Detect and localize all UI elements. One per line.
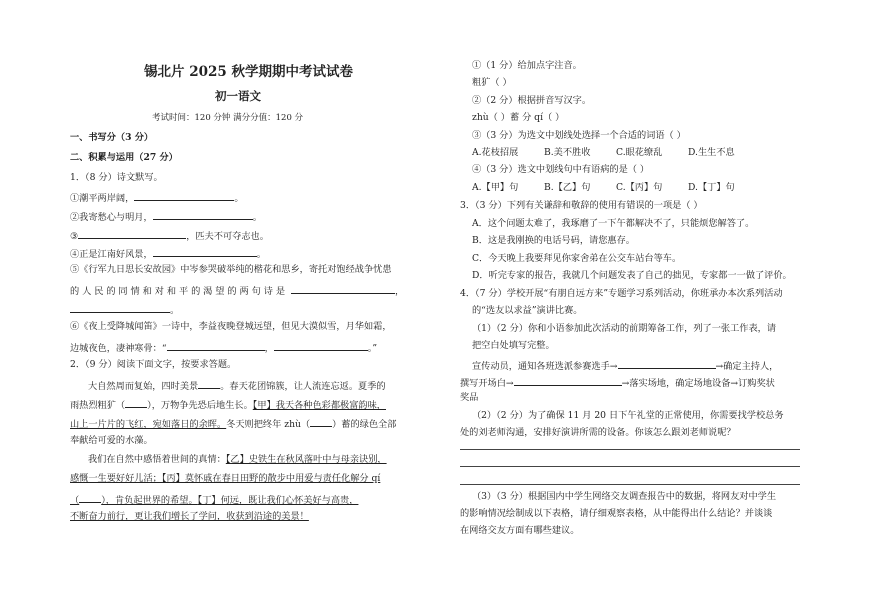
exam-meta: 考试时间：120 分钟 满分分值：120 分 [152, 113, 304, 123]
poem-line-1 [70, 190, 244, 205]
poem-line-6b-mid: ， [264, 343, 274, 354]
poem-line-6b-text: 边城夜色，凄神寒骨：“ [70, 343, 167, 354]
passage-underlined: ），肯负起世界的希望。 [101, 495, 198, 506]
answer-blank[interactable] [198, 378, 220, 389]
q4-part1-flow-1 [472, 358, 778, 373]
subq-4: ④（3 分）选文中划线句中有语病的是（ ） [472, 164, 650, 175]
passage-line-4: 奉献给可爱的水藻。 [70, 435, 153, 446]
answer-line[interactable] [460, 484, 800, 485]
poem-line-3 [70, 228, 269, 243]
answer-line[interactable] [460, 449, 800, 450]
answer-blank[interactable] [153, 209, 253, 220]
flow-text: 宣传动员，通知各班选派参赛选手→ [472, 361, 618, 372]
question-1: 1．（8 分）诗文默写。 [70, 172, 163, 183]
answer-blank[interactable] [291, 283, 395, 294]
answer-blank[interactable] [134, 190, 234, 201]
subq-3-options [472, 147, 760, 159]
passage-line-5 [88, 454, 387, 466]
poem-line-6a: ⑥《夜上受降城闻笛》一诗中，李益夜晚登城远望，但见大漠似雪，月华如霜， [70, 321, 392, 332]
poem-line-5a: ⑤《行军九日思长安故园》中岑参哭破举纯的楷花和思乡，寄托对饱经战争忧患 [70, 264, 392, 275]
answer-blank[interactable] [70, 302, 170, 313]
passage-text: ）蓄的绿色全部 [332, 419, 397, 430]
q3-option-c[interactable]: C．今天晚上我要拜见你家舍弟在公交车站台等车。 [472, 253, 682, 264]
poem-line-6b-end: 。” [367, 343, 378, 354]
subq-2: ②（2 分）根据拼音写汉字。 [472, 95, 592, 106]
poem-line-4-end: 。 [256, 249, 266, 260]
q3-option-b[interactable]: B．这是我刚换的电话号码，请您惠存。 [472, 235, 635, 246]
subq-4-options [472, 182, 760, 194]
passage-underlined: 山上一片片的飞红，宛如落日的余晖。 [70, 419, 227, 430]
poem-line-4 [70, 246, 266, 261]
poem-line-5c [70, 302, 179, 317]
passage-line-2 [70, 397, 386, 412]
q4-part2-cont: 处的刘老师沟通，安排好演讲所需的设备。你该怎么跟刘老师说呢？ [460, 427, 736, 438]
q4-part3-cont: 的影响情况绘制成以下表格，请仔细观察表格，从中能得出什么结论？并谈谈 [460, 508, 773, 519]
flow-text: 撰写开场白→ [460, 378, 514, 389]
passage-line-6: 感慨一生要好好儿活；【丙】莫怀戚在春日田野的散步中用爱与责任化解分 qí [70, 473, 381, 484]
q4-part1-flow-3: 奖品 [460, 392, 479, 403]
passage-line-7 [70, 492, 358, 507]
question-4-cont: 的“选友以求益”演讲比赛。 [472, 305, 583, 316]
poem-line-1-text: ①潮平两岸阔， [70, 193, 135, 204]
answer-blank[interactable] [310, 416, 332, 427]
q3-option-a[interactable]: A．这个问题太难了，我琢磨了一下午都解决不了，只能烦您解答了。 [472, 218, 755, 229]
passage-text: ），万物争先恐后地生长。 [147, 400, 253, 411]
q4-part3: （3）（3 分）根据国内中学生网络交友调查报告中的数据，将网友对中学生 [472, 491, 777, 502]
answer-blank[interactable] [618, 358, 716, 369]
passage-text: 我们在自然中感悟着世间的真情： [88, 454, 226, 465]
passage-underlined: 【丁】何远，既让我们心怀美好与高贵， [197, 495, 359, 506]
q4-part1: （1）（2 分）你和小语参加此次活动的前期筹备工作，列了一张工作表，请 [472, 323, 777, 334]
poem-line-4-text: ④正是江南好风景， [70, 249, 153, 260]
q4-part1-flow-2 [460, 375, 775, 390]
q3-option-d[interactable]: D．听完专家的报告，我就几个问题发表了自己的拙见，专家都一一做了评价。 [472, 270, 792, 281]
answer-blank[interactable] [125, 397, 147, 408]
poem-line-3-end: ，匹夫不可夺志也。 [186, 231, 269, 242]
subq-3: ③（3 分）为选文中划线处选择一个合适的词语（ ） [472, 130, 686, 141]
option-c[interactable]: C.眼花缭乱 [616, 147, 663, 158]
passage-text: 。春天花团锦簇，让人流连忘返。夏季的 [220, 381, 386, 392]
passage-text: 大自然周而复始，四时美景 [88, 381, 199, 392]
q4-part3-cont-2: 在网络交友方面有哪些建议。 [460, 525, 580, 536]
option-a[interactable]: A.花枝招展 [472, 147, 519, 158]
poem-line-2-end: 。 [252, 212, 262, 223]
subq-1: ①（1 分）给加点字注音。 [472, 60, 582, 71]
poem-line-3-start: ③ [70, 231, 79, 242]
q4-part1-cont: 把空白处填写完整。 [472, 340, 555, 351]
poem-line-2-text: ②我寄愁心与明月， [70, 212, 153, 223]
exam-title: 锡北片 2025 秋学期期中考试试卷 [144, 64, 353, 80]
poem-line-6b [70, 340, 377, 355]
flow-text: →落实场地，确定场地设备→订购奖状 [621, 378, 775, 389]
poem-line-5c-end: 。 [170, 305, 180, 316]
answer-blank[interactable] [167, 340, 265, 351]
q4-part2: （2）（2 分）为了确保 11 月 20 日下午礼堂的正常使用，你需要找学校总务 [472, 410, 784, 421]
answer-blank[interactable] [274, 340, 368, 351]
passage-text: 冬天则把终年 zhù（ [226, 419, 311, 430]
question-3: 3．（3 分）下列有关谦辞和敬辞的使用有错误的一项是（ ） [460, 200, 703, 211]
exam-subtitle: 初一语文 [215, 89, 261, 103]
answer-blank[interactable] [79, 492, 101, 503]
passage-underlined: 【乙】史铁生在秋风落叶中与母亲诀别， [225, 454, 387, 465]
answer-blank[interactable] [514, 375, 622, 386]
passage-underlined: （ [70, 495, 80, 506]
answer-blank[interactable] [78, 228, 186, 239]
answer-line[interactable] [460, 466, 800, 467]
option-b[interactable]: B.【乙】句 [544, 182, 591, 193]
section-writing: 一、书写分（3 分） [70, 132, 154, 143]
poem-line-5b-text: 的 人 民 的 同 情 和 对 和 平 的 渴 望 的 两 句 诗 是 [70, 286, 286, 297]
option-d[interactable]: D.【丁】句 [688, 182, 735, 193]
question-4: 4．（7 分）学校开展“有朋自远方来”专题学习系列活动，你班承办本次系列活动 [460, 288, 783, 299]
poem-line-1-end: 。 [234, 193, 244, 204]
passage-line-1 [88, 378, 386, 393]
section-accumulation: 二、积累与运用（27 分） [70, 152, 178, 163]
subq-2-answer: zhù（ ）蓄 分 qí（ ） [472, 112, 565, 123]
subq-1-answer: 粗犷（ ） [472, 77, 512, 88]
option-c[interactable]: C.【丙】句 [616, 182, 663, 193]
answer-blank[interactable] [153, 246, 257, 257]
option-d[interactable]: D.生生不息 [688, 147, 735, 158]
poem-line-2 [70, 209, 262, 224]
passage-line-3 [70, 416, 396, 431]
poem-line-5b-end: ， [395, 286, 405, 297]
passage-line-8: 不断奋力前行，更让我们增长了学问，收获到沿途的美景！ [70, 511, 309, 522]
option-b[interactable]: B.美不胜收 [544, 147, 591, 158]
question-2: 2．（9 分）阅读下面文字，按要求答题。 [70, 359, 237, 370]
option-a[interactable]: A.【甲】句 [472, 182, 519, 193]
flow-text: →确定主持人， [715, 361, 779, 372]
passage-text: 雨热烈粗犷（ [70, 400, 126, 411]
poem-line-5b [70, 283, 404, 298]
passage-underlined: 【甲】我天各种色彩都极富韵味， [252, 400, 386, 411]
